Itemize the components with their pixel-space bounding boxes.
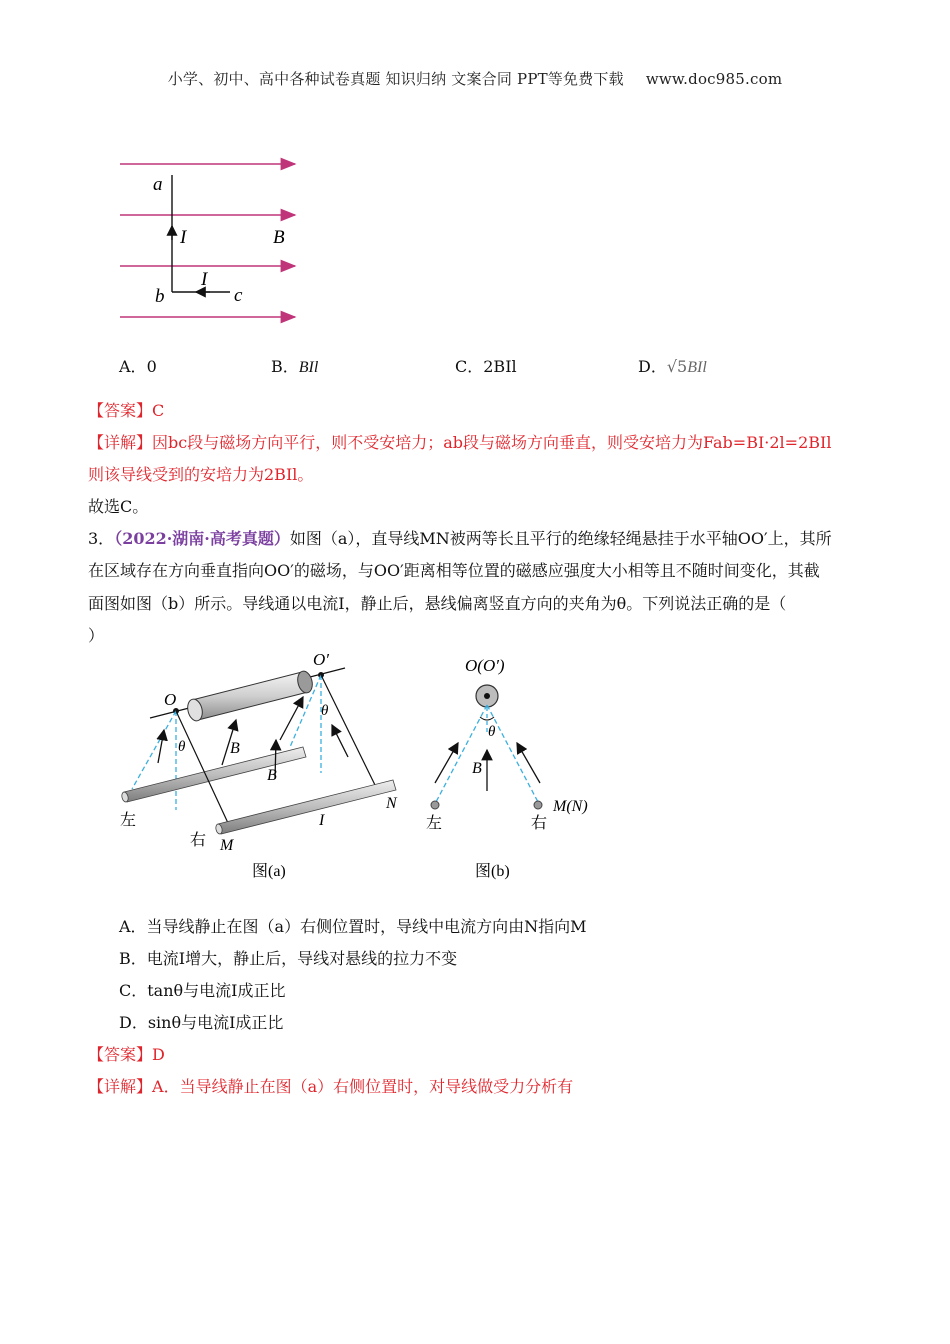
- fig-a-label-B1: B: [230, 740, 240, 757]
- label-c: c: [234, 285, 243, 306]
- b-arrow-4: [280, 697, 303, 740]
- fig-a-theta-1: θ: [178, 739, 186, 755]
- fig-b-theta: θ: [488, 724, 496, 740]
- header-text: 小学、初中、高中各种试卷真题 知识归纳 文案合同 PPT等免费下载: [167, 70, 624, 88]
- q3-answer: 【答案】D: [88, 1045, 165, 1064]
- q2-detail-line2: 则该导线受到的安培力为2BIl。: [88, 465, 314, 484]
- q3-option-d: D．sinθ与电流I成正比: [119, 1013, 284, 1032]
- fig-b-wire-right: [534, 801, 542, 809]
- q2-option-c: C．2BIl: [455, 357, 517, 376]
- fig-a-label-right: 右: [190, 832, 207, 849]
- q2-option-a: A．0: [119, 357, 157, 376]
- fig-b-label-MN: M(N): [553, 798, 588, 815]
- fig-b-dash-left: [436, 705, 487, 802]
- fig-a-theta-2: θ: [321, 703, 329, 719]
- figure-b: [420, 645, 610, 885]
- q3-stem-line4: ）: [88, 626, 105, 645]
- fig-a-label-M: M: [220, 837, 234, 854]
- fig-a-label-N: N: [386, 795, 397, 812]
- b-arrow-1: [158, 730, 164, 763]
- page-header: [0, 68, 950, 89]
- q2-detail-line3: 故选C。: [88, 497, 149, 516]
- q3-option-b: B．电流I增大，静止后，导线对悬线的拉力不变: [119, 949, 458, 968]
- fig-b-caption: 图(b): [475, 863, 510, 880]
- label-B: B: [273, 227, 285, 248]
- label-I1: I: [180, 227, 187, 248]
- dash-left-slant: [132, 711, 176, 789]
- fig-a-caption: 图(a): [252, 863, 286, 880]
- fig-b-center-label: O(O′): [465, 656, 505, 675]
- string-right: [321, 675, 375, 785]
- q3-stem-line3: 面图如图（b）所示。导线通以电流I，静止后，悬线偏离竖直方向的夹角为θ。下列说法正确的是（: [88, 594, 787, 613]
- q3-stem-line1: 3．（2022·湖南·高考真题）如图（a），直导线MN被两等长且平行的绝缘轻绳悬挂于水平轴OO′上，其所: [88, 529, 832, 548]
- fig-b-label-right: 右: [531, 815, 548, 832]
- q3-stem-line2: 在区域存在方向垂直指向OO′的磁场，与OO′距离相等位置的磁感应强度大小相等且不随时间变化，其截: [88, 561, 820, 580]
- axis-cylinder: [186, 670, 315, 723]
- label-b: b: [155, 286, 165, 307]
- label-I2: I: [201, 269, 208, 290]
- b-arrow-5: [332, 725, 348, 757]
- fig-b-wire-left: [431, 801, 439, 809]
- fig-b-label-B: B: [472, 760, 482, 777]
- fig-b-dash-right: [487, 705, 538, 802]
- label-a: a: [153, 174, 163, 195]
- q2-detail-line1: 【详解】因bc段与磁场方向平行，则不受安培力；ab段与磁场方向垂直，则受安培力为Fab=BI·2l=2BIl: [88, 433, 832, 452]
- q3-option-a: A．当导线静止在图（a）右侧位置时，导线中电流方向由N指向M: [119, 917, 587, 936]
- fig-a-label-O: O: [164, 690, 177, 709]
- axis-center: [484, 693, 490, 699]
- q3-detail-line1: 【详解】A．当导线静止在图（a）右侧位置时，对导线做受力分析有: [88, 1077, 574, 1096]
- rod-MN: [215, 780, 396, 835]
- rod-left-position: [121, 747, 306, 803]
- fig-a-label-I: I: [319, 812, 325, 829]
- fig-a-label-O-prime: O′: [313, 650, 329, 669]
- fig-a-label-B2: B: [267, 767, 277, 784]
- fig-b-arrow-right: [517, 743, 540, 783]
- q2-option-b: B．BIl: [271, 357, 319, 376]
- figure-a: [110, 645, 410, 885]
- figure-1-field-diagram: [110, 150, 310, 330]
- string-left: [176, 711, 228, 823]
- fig-a-label-left: 左: [120, 812, 137, 829]
- q2-option-d: D．√5BIl: [638, 357, 707, 376]
- fig-b-label-left: 左: [426, 815, 443, 832]
- q3-option-c: C．tanθ与电流I成正比: [119, 981, 286, 1000]
- fig-b-arrow-left: [435, 743, 458, 783]
- header-site: www.doc985.com: [645, 70, 783, 88]
- q2-answer: 【答案】C: [88, 401, 165, 420]
